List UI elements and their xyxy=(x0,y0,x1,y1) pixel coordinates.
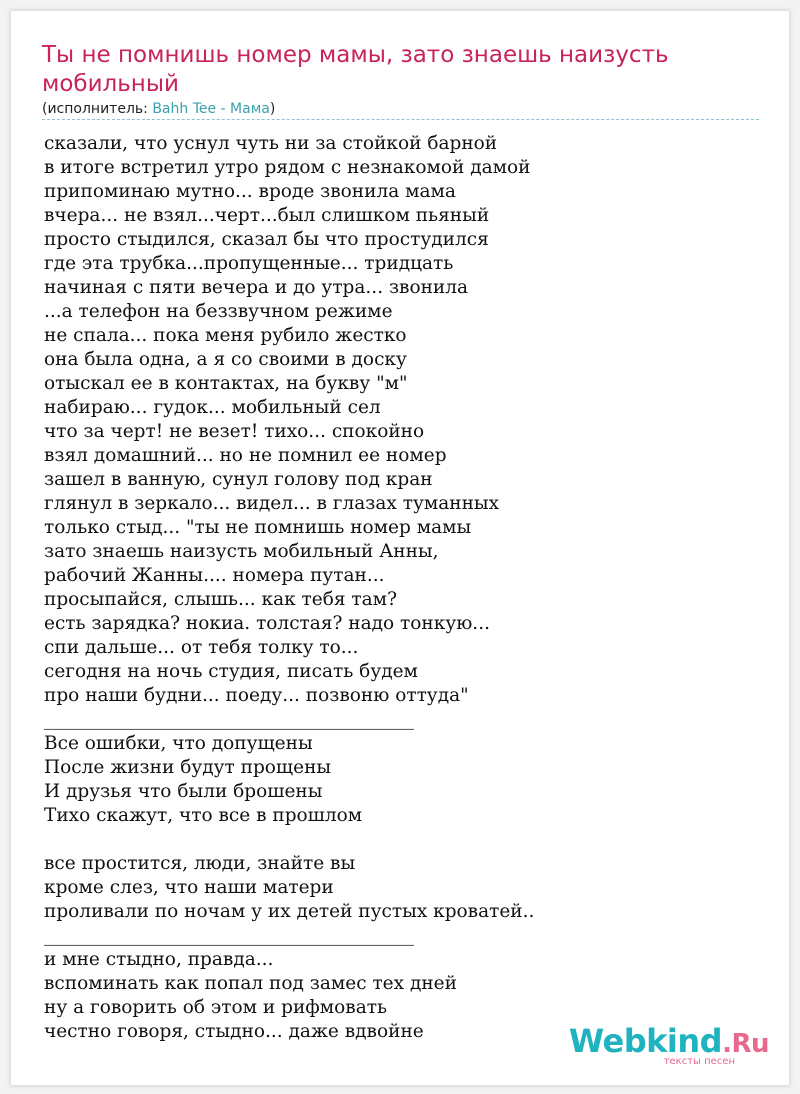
lyric-line: и мне стыдно, правда... xyxy=(44,949,274,970)
lyric-line: просыпайся, слышь... как тебя там? xyxy=(44,589,397,610)
lyric-line: ________________________________________ xyxy=(44,709,414,730)
lyric-line: После жизни будут прощены xyxy=(44,757,332,778)
header-divider xyxy=(42,119,759,120)
watermark-subtitle: тексты песен xyxy=(663,1056,735,1067)
lyric-line: Все ошибки, что допущены xyxy=(44,733,313,754)
lyric-line: проливали по ночам у их детей пустых кроватей.. xyxy=(44,901,535,922)
lyrics-page xyxy=(10,10,790,1086)
lyric-line: ...а телефон на беззвучном режиме xyxy=(44,301,393,322)
lyric-line: она была одна, а я со своими в доску xyxy=(44,349,407,370)
lyric-line: отыскал ее в контактах, на букву "м" xyxy=(44,373,408,394)
watermark-name: Webkind xyxy=(568,1022,723,1060)
lyric-line: глянул в зеркало... видел... в глазах туманных xyxy=(44,493,500,514)
artist-prefix: (исполнитель: xyxy=(42,101,153,117)
lyric-line: не спала... пока меня рубило жестко xyxy=(44,325,407,346)
lyric-line: набираю... гудок... мобильный сел xyxy=(44,397,381,418)
lyric-line: где эта трубка...пропущенные... тридцать xyxy=(44,253,454,274)
artist-link[interactable]: Bahh Tee - Мама xyxy=(152,101,270,117)
lyric-line: зашел в ванную, сунул голову под кран xyxy=(44,469,433,490)
lyric-line: в итоге встретил утро рядом с незнакомой дамой xyxy=(44,157,531,178)
lyric-line: вчера... не взял...черт...был слишком пьяный xyxy=(44,205,490,226)
lyric-line: спи дальше... от тебя толку то... xyxy=(44,637,359,658)
lyric-line: взял домашний... но не помнил ее номер xyxy=(44,445,447,466)
lyrics-text xyxy=(44,132,784,1044)
lyric-line: вспоминать как попал под замес тех дней xyxy=(44,973,457,994)
artist-line xyxy=(42,100,275,118)
song-title: Ты не помнишь номер мамы, зато знаешь наизусть мобильный xyxy=(42,42,669,97)
artist-suffix: ) xyxy=(269,101,276,117)
site-watermark-logo xyxy=(569,1024,769,1067)
lyric-line: Тихо скажут, что все в прошлом xyxy=(44,805,363,826)
lyric-line: И друзья что были брошены xyxy=(44,781,323,802)
lyric-line: про наши будни... поеду... позвоню оттуда" xyxy=(44,685,469,706)
lyric-line: кроме слез, что наши матери xyxy=(44,877,334,898)
lyric-line xyxy=(44,828,784,852)
lyric-line: есть зарядка? нокиа. толстая? надо тонкую... xyxy=(44,613,490,634)
lyric-line: рабочий Жанны.... номера путан... xyxy=(44,565,385,586)
lyric-line: что за черт! не везет! тихо... спокойно xyxy=(44,421,425,442)
lyric-line: начиная с пяти вечера и до утра... звонила xyxy=(44,277,469,298)
watermark-tld: .Ru xyxy=(722,1029,769,1059)
lyric-line: все простится, люди, знайте вы xyxy=(44,853,356,874)
lyric-line: зато знаешь наизусть мобильный Анны, xyxy=(44,541,439,562)
lyric-line: сегодня на ночь студия, писать будем xyxy=(44,661,418,682)
lyric-line: только стыд... "ты не помнишь номер мамы xyxy=(44,517,472,538)
lyric-line: сказали, что уснул чуть ни за стойкой барной xyxy=(44,133,498,154)
lyric-line: просто стыдился, сказал бы что простудился xyxy=(44,229,489,250)
lyric-line: припоминаю мутно... вроде звонила мама xyxy=(44,181,456,202)
lyric-line: ну а говорить об этом и рифмовать xyxy=(44,997,388,1018)
lyric-line: ________________________________________ xyxy=(44,925,414,946)
lyric-line: честно говоря, стыдно... даже вдвойне xyxy=(44,1021,424,1042)
